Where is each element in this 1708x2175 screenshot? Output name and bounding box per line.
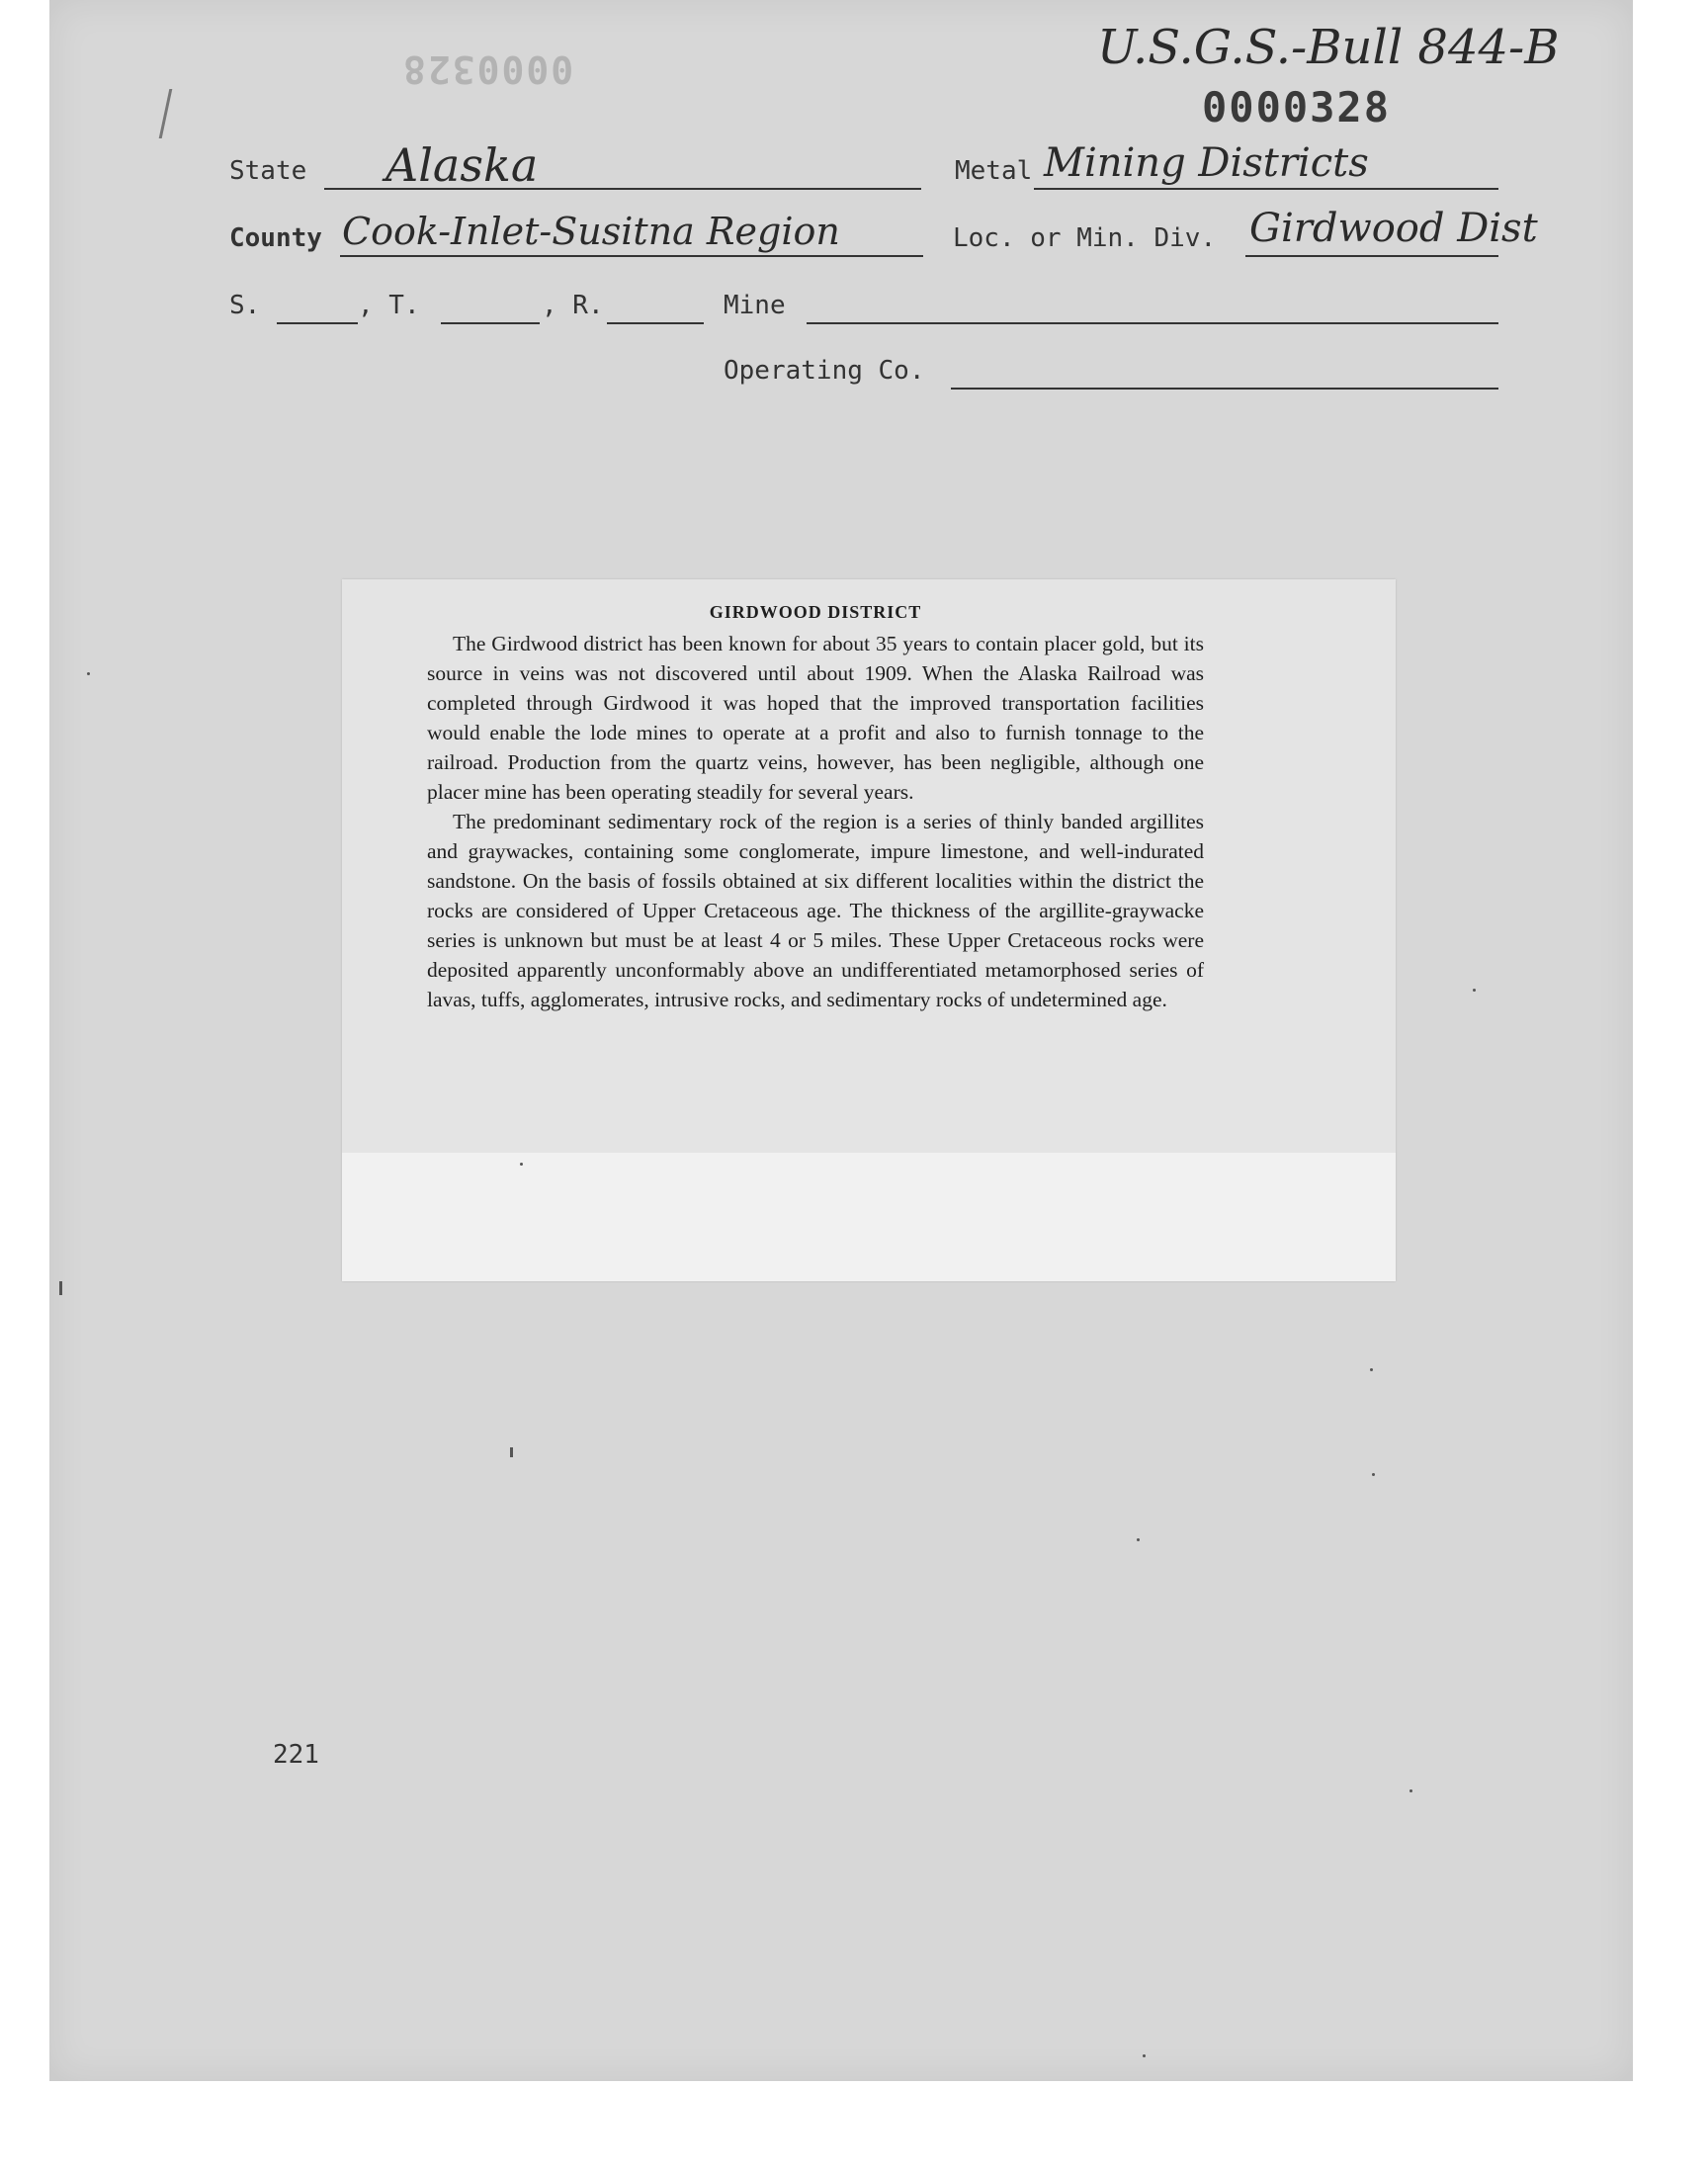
loc-value: Girdwood Dist	[1249, 206, 1538, 251]
speck	[59, 1281, 62, 1295]
page-number: 221	[273, 1740, 319, 1770]
metal-line	[1034, 188, 1498, 190]
county-label: County	[229, 223, 322, 253]
clipping-paragraph-1: The Girdwood district has been known for about 35 years to contain placer gold, but its source in veins was not discovered until about 1909. When the Alaska Railroad was completed through Girdwood it was hoped that the improved transportation facilities would enable the lode mines to operate at a profit and also to furnish tonnage to the railroad. Production from the quartz veins, however, has been negligible, although one placer mine has been operating steadily for several years.	[427, 632, 1204, 804]
operating-label: Operating Co.	[724, 356, 925, 386]
speck	[1143, 2054, 1146, 2057]
index-card	[49, 0, 1633, 2081]
speck	[1137, 1538, 1140, 1541]
speck	[1370, 1368, 1373, 1371]
stamp-number: 0000328	[1202, 83, 1392, 131]
speck	[87, 672, 90, 675]
metal-value: Mining Districts	[1044, 140, 1369, 186]
operating-line	[951, 388, 1498, 390]
speck	[1372, 1473, 1375, 1476]
speck	[1409, 1789, 1412, 1792]
range-line	[607, 322, 704, 324]
reference-note: U.S.G.S.-Bull 844-B	[1097, 20, 1560, 75]
mine-line	[807, 322, 1498, 324]
pasted-clipping	[342, 579, 1396, 1281]
loc-label: Loc. or Min. Div.	[953, 223, 1217, 253]
mine-label: Mine	[724, 291, 786, 320]
state-label: State	[229, 156, 307, 186]
ghost-stamp-number: 0000328	[401, 47, 574, 91]
speck	[1473, 989, 1476, 992]
range-label: , R.	[542, 291, 604, 320]
clipping-text	[427, 597, 1204, 1014]
speck	[510, 1447, 513, 1457]
county-value: Cook-Inlet-Susitna Region	[342, 210, 840, 253]
check-mark	[159, 89, 187, 138]
clipping-text-area	[342, 579, 1396, 1153]
speck	[520, 1163, 523, 1166]
state-value: Alaska	[385, 138, 539, 192]
clipping-paragraph-2: The predominant sedimentary rock of the region is a series of thinly banded argillites and graywackes, containing some conglomerate, impure limestone, and well-indurated sandstone. On the basis of fossils obtained at six different localities within the district the rocks are considered of Upper Cretaceous age. The thickness of the argillite-graywacke series is unknown but must be at least 4 or 5 miles. These Upper Cretaceous rocks were deposited apparently unconformably above an undifferentiated metamorphosed series of lavas, tuffs, agglomerates, intrusive rocks, and sedimentary rocks of undetermined age.	[427, 810, 1204, 1011]
county-line	[340, 255, 923, 257]
section-line	[277, 322, 358, 324]
section-label: S.	[229, 291, 261, 320]
loc-line	[1245, 255, 1498, 257]
township-label: , T.	[358, 291, 420, 320]
metal-label: Metal	[955, 156, 1033, 186]
township-line	[441, 322, 540, 324]
clipping-title: GIRDWOOD DISTRICT	[709, 602, 922, 622]
